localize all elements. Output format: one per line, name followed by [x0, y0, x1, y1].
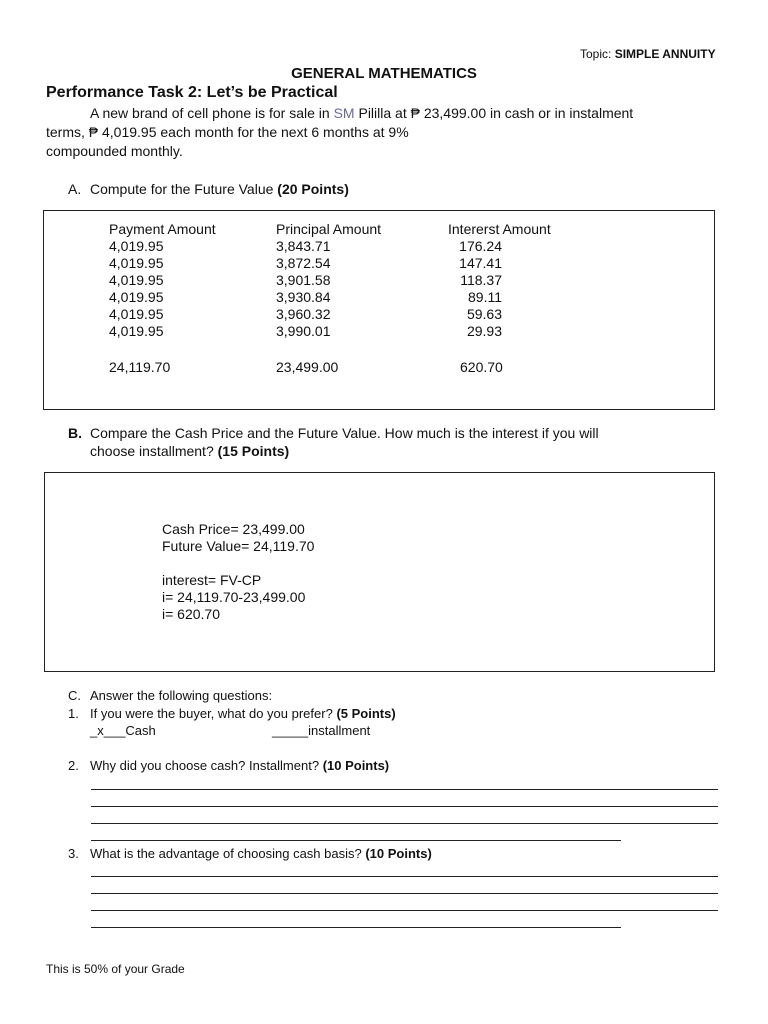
principal-cell: 3,930.84	[276, 289, 331, 305]
question-1-points: (5 Points)	[336, 706, 396, 721]
principal-cell: 3,960.32	[276, 306, 331, 322]
principal-column	[276, 221, 381, 340]
payment-cell: 4,019.95	[109, 306, 164, 322]
question-2: 2. Why did you choose cash? Installment? (10 Points)	[68, 758, 390, 773]
principal-cell: 3,843.71	[276, 238, 331, 254]
interest-values	[448, 238, 502, 340]
total-interest: 620.70	[460, 359, 503, 375]
payment-cell: 4,019.95	[109, 255, 164, 271]
section-b-answer-box	[44, 472, 715, 672]
option-cash-mark: _x___	[90, 723, 126, 738]
question-2-points: (10 Points)	[322, 758, 390, 773]
interest-cell: 118.37	[460, 272, 502, 288]
payment-cell: 4,019.95	[109, 238, 164, 254]
payment-column	[109, 221, 216, 340]
intro-line-2: terms, ₱ 4,019.95 each month for the next 6 months at 9%	[46, 124, 409, 140]
header-interest: Intererst Amount	[448, 221, 551, 237]
payment-cell: 4,019.95	[109, 272, 164, 288]
answer-line: i= 620.70	[162, 606, 220, 622]
question-3-points: (10 Points)	[365, 846, 432, 861]
section-c-intro: C. Answer the following questions:	[68, 688, 273, 703]
intro-highlight: SM	[333, 105, 355, 121]
answer-rule	[91, 823, 718, 824]
answer-line: Cash Price= 23,499.00	[162, 521, 305, 537]
task-title: Performance Task 2: Let’s be Practical	[46, 84, 338, 101]
question-1: 1. If you were the buyer, what do you prefer? (5 Points)	[68, 706, 396, 721]
interest-cell: 29.93	[466, 323, 502, 339]
section-b-points: (15 Points)	[217, 443, 290, 459]
principal-cell: 3,872.54	[276, 255, 331, 271]
intro-paragraph	[46, 104, 726, 161]
topic-value: SIMPLE ANNUITY	[614, 47, 716, 61]
topic-line	[580, 47, 716, 61]
answer-rule	[91, 893, 718, 894]
payment-cell: 4,019.95	[109, 323, 164, 339]
header-payment: Payment Amount	[109, 221, 216, 237]
section-a-question: A. Compute for the Future Value (20 Points)	[68, 181, 349, 197]
answer-rule	[91, 840, 621, 841]
answer-line: interest= FV-CP	[162, 572, 262, 588]
topic-label: Topic:	[580, 47, 615, 61]
option-installment-mark: _____	[272, 723, 309, 738]
principal-cell: 3,901.58	[276, 272, 331, 288]
intro-line-3: compounded monthly.	[46, 143, 183, 159]
question-3: 3. What is the advantage of choosing cash basis? (10 Points)	[68, 846, 432, 861]
principal-cell: 3,990.01	[276, 323, 331, 339]
option-installment: _____installment	[272, 723, 371, 738]
header-principal: Principal Amount	[276, 221, 382, 237]
interest-cell: 89.11	[468, 289, 502, 305]
interest-column	[448, 221, 551, 340]
section-a-points: (20 Points)	[277, 181, 349, 197]
answer-rule	[91, 876, 718, 877]
intro-line-1: A new brand of cell phone is for sale in SM Pililla at ₱ 23,499.00 in cash or in instalment	[90, 105, 634, 121]
total-principal: 23,499.00	[276, 359, 339, 375]
answer-rule	[91, 927, 621, 928]
section-b-question: B. Compare the Cash Price and the Future Value. How much is the interest if you will choose installment? (15 Points)	[68, 425, 599, 459]
answer-line: Future Value= 24,119.70	[162, 538, 315, 554]
answer-rule	[91, 806, 718, 807]
interest-cell: 59.63	[466, 306, 502, 322]
interest-cell: 176.24	[459, 238, 502, 254]
total-payment: 24,119.70	[109, 359, 171, 375]
subject-title: GENERAL MATHEMATICS	[291, 65, 477, 82]
answer-rule	[91, 910, 718, 911]
option-cash: _x___Cash	[90, 723, 156, 738]
answer-rule	[91, 789, 718, 790]
grade-footer: This is 50% of your Grade	[46, 962, 185, 976]
interest-cell: 147.41	[459, 255, 502, 271]
payment-cell: 4,019.95	[109, 289, 164, 305]
answer-line: i= 24,119.70-23,499.00	[162, 589, 306, 605]
